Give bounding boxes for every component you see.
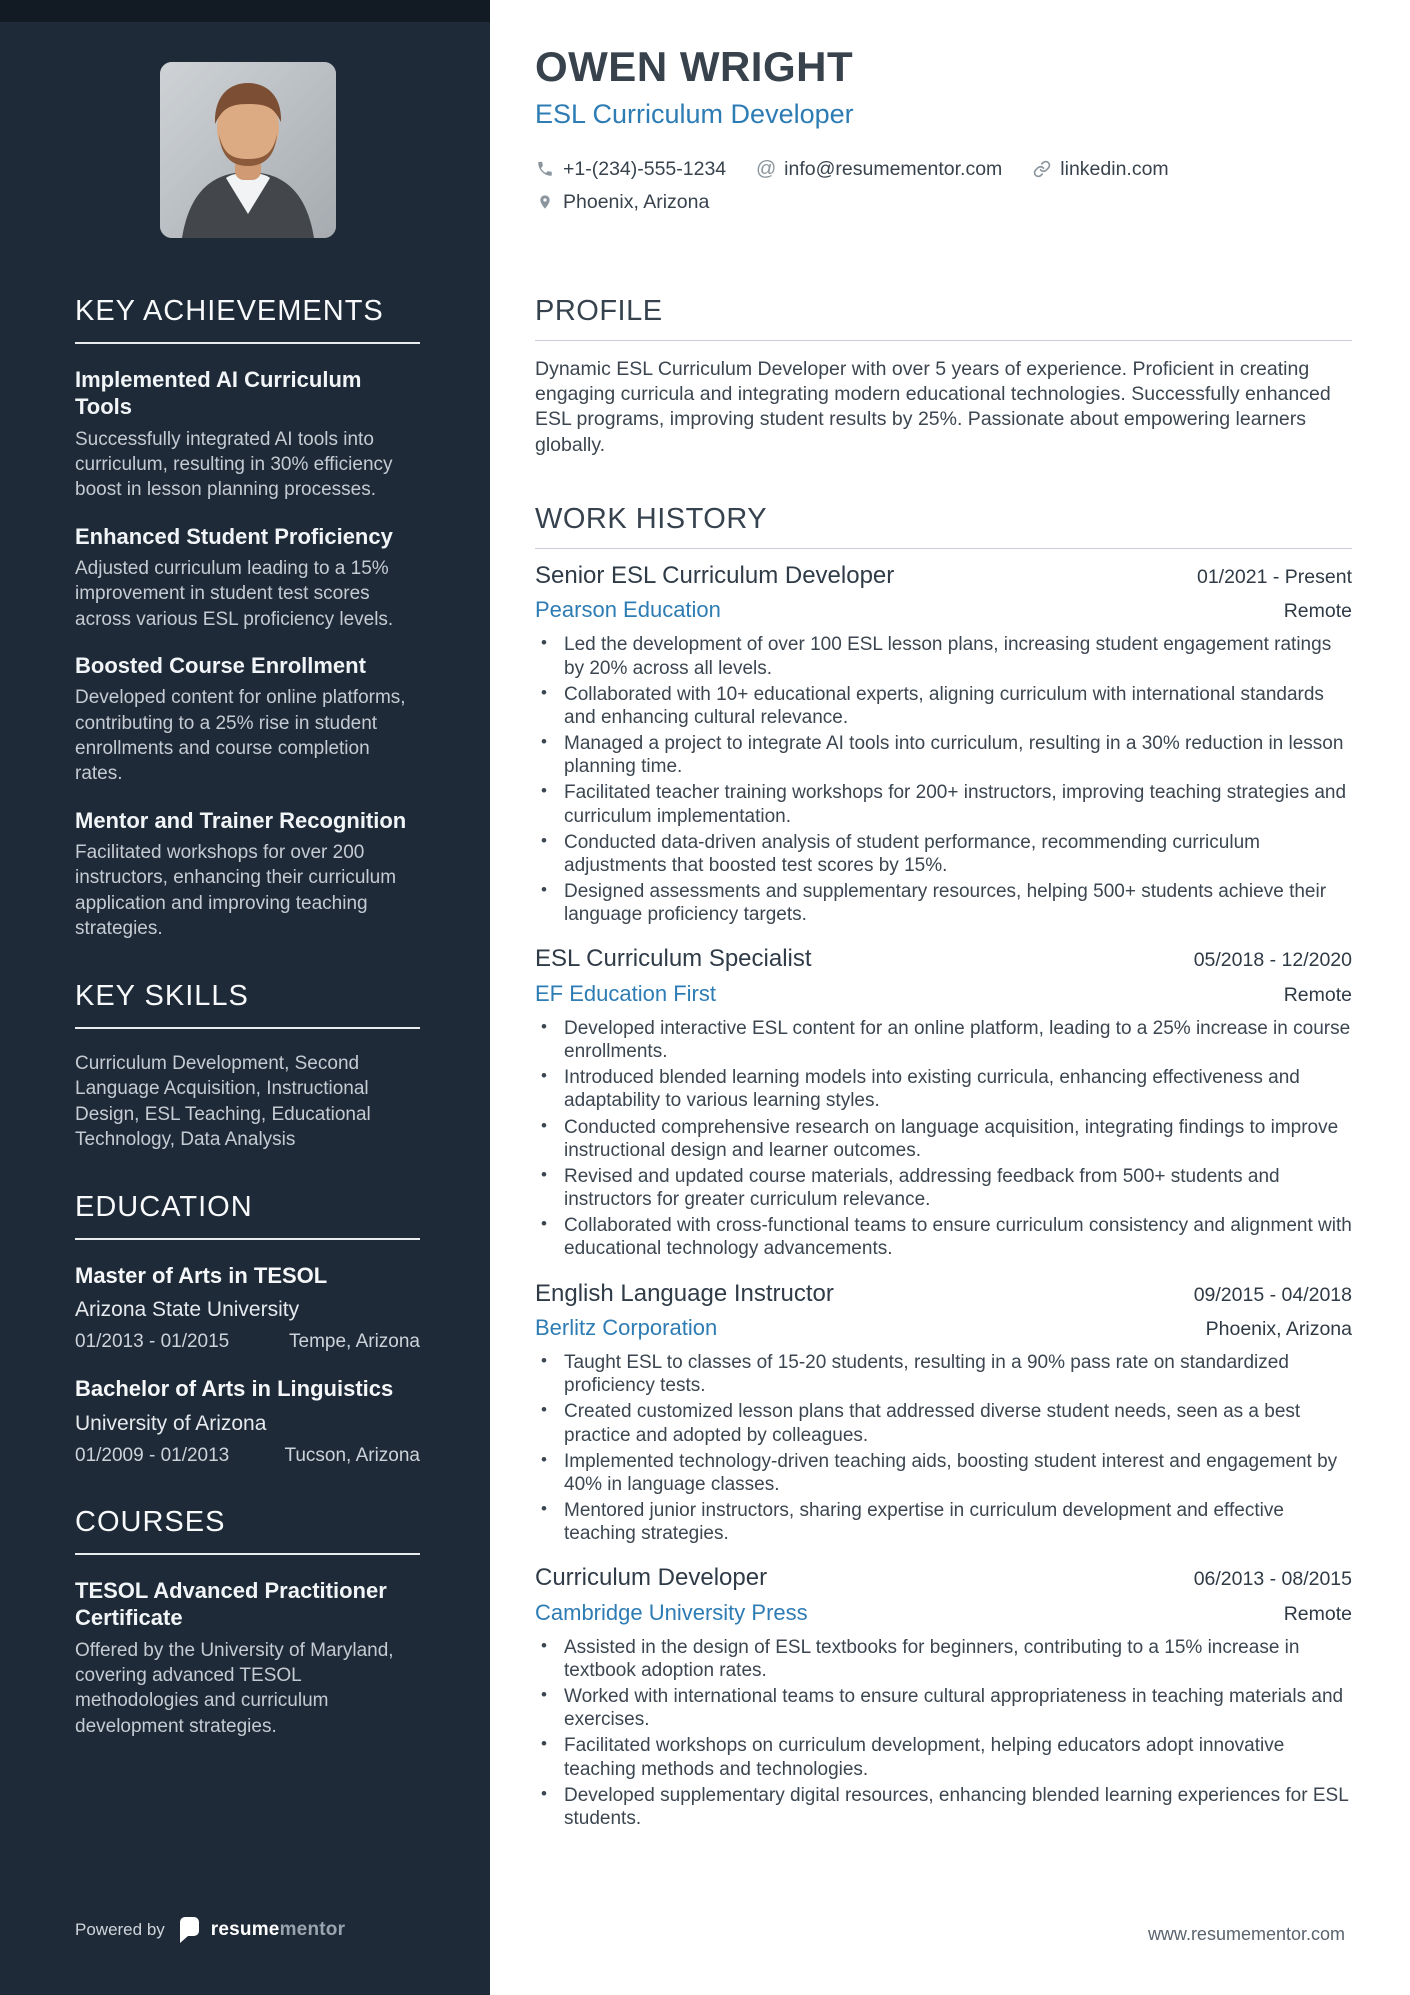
section-divider bbox=[75, 1553, 420, 1555]
section-divider bbox=[535, 548, 1352, 549]
job-title: English Language Instructor bbox=[535, 1279, 834, 1307]
degree-dates: 01/2013 - 01/2015 bbox=[75, 1331, 230, 1353]
sidebar-section-key-achievements bbox=[75, 296, 420, 941]
section-divider bbox=[75, 1238, 420, 1240]
profile-title: PROFILE bbox=[535, 294, 663, 327]
degree-item bbox=[75, 1375, 420, 1467]
job-bullet: • Assisted in the design of ESL textbooks for beginners, contributing to a 15% increase in textbook adoption rates. bbox=[535, 1636, 1352, 1682]
powered-by-label: Powered by bbox=[75, 1920, 165, 1939]
linkedin-url[interactable]: linkedin.com bbox=[1060, 157, 1169, 180]
degree-location: Tempe, Arizona bbox=[289, 1331, 420, 1353]
company-name: Cambridge University Press bbox=[535, 1599, 808, 1625]
key-achievements-title: KEY ACHIEVEMENTS bbox=[75, 295, 384, 327]
top-strip bbox=[0, 0, 490, 22]
contact-row bbox=[535, 191, 1352, 214]
location-contact bbox=[535, 191, 709, 214]
achievement-text: Facilitated workshops for over 200 instructors, enhancing their curriculum application and improving teaching strategies. bbox=[75, 842, 397, 939]
job-bullet: • Managed a project to integrate AI tools into curriculum, resulting in a 30% reduction in lesson planning time. bbox=[535, 732, 1352, 778]
job-bullet: • Designed assessments and supplementary resources, helping 500+ students achieve their language proficiency targets. bbox=[535, 880, 1352, 926]
job-location: Remote bbox=[1283, 983, 1352, 1006]
job-bullet: • Implemented technology-driven teaching aids, boosting student interest and engagement by 40% in language classes. bbox=[535, 1450, 1352, 1496]
brand-wordmark bbox=[211, 1919, 345, 1941]
job-entry bbox=[535, 1565, 1352, 1830]
job-bullet: • Collaborated with cross-functional teams to ensure curriculum consistency and alignment with educational technology advancements. bbox=[535, 1214, 1352, 1260]
resumementor-logo-icon bbox=[177, 1917, 199, 1943]
job-bullet: • Created customized lesson plans that addressed diverse student needs, seen as a best practice and adopted by colleagues. bbox=[535, 1400, 1352, 1446]
course-heading: TESOL Advanced Practitioner Certificate bbox=[75, 1577, 387, 1631]
key-skills-title: KEY SKILLS bbox=[75, 980, 249, 1013]
company-name: Pearson Education bbox=[535, 597, 721, 623]
brand-mentor: mentor bbox=[279, 1919, 346, 1940]
achievement-heading: Enhanced Student Proficiency bbox=[75, 523, 393, 549]
degree-location: Tucson, Arizona bbox=[284, 1444, 420, 1466]
job-bullet: • Taught ESL to classes of 15-20 students, resulting in a 90% pass rate on standardized proficiency tests. bbox=[535, 1351, 1352, 1397]
section-divider bbox=[75, 1027, 420, 1029]
website-url[interactable]: www.resumementor.com bbox=[1147, 1924, 1345, 1944]
education-title: EDUCATION bbox=[75, 1191, 253, 1224]
job-bullet: • Conducted comprehensive research on language acquisition, integrating findings to improve instructional design and learner outcomes. bbox=[535, 1116, 1352, 1162]
job-bullet: • Revised and updated course materials, addressing feedback from 500+ students and instructors for greater curriculum relevance. bbox=[535, 1165, 1352, 1211]
achievement-item bbox=[75, 523, 420, 632]
achievement-text: Developed content for online platforms, contributing to a 25% rise in student enrollments and course completion rates. bbox=[75, 687, 406, 785]
location-text: Phoenix, Arizona bbox=[563, 190, 710, 213]
job-bullet: • Developed supplementary digital resources, enhancing blended learning experiences for ESL students. bbox=[535, 1784, 1352, 1830]
phone-icon bbox=[535, 160, 555, 178]
candidate-job-title: ESL Curriculum Developer bbox=[535, 99, 854, 130]
phone-contact bbox=[535, 158, 726, 181]
link-icon bbox=[1032, 160, 1052, 178]
job-dates: 09/2015 - 04/2018 bbox=[1193, 1283, 1352, 1306]
profile-photo bbox=[160, 62, 336, 238]
achievement-item bbox=[75, 366, 420, 503]
job-bullets bbox=[535, 633, 1352, 926]
phone-number: +1-(234)-555-1234 bbox=[563, 157, 727, 180]
job-bullet: • Worked with international teams to ensure cultural appropriateness in teaching materials and exercises. bbox=[535, 1685, 1352, 1731]
degree-dates: 01/2009 - 01/2013 bbox=[75, 1444, 230, 1466]
job-entry bbox=[535, 563, 1352, 926]
pin-icon bbox=[535, 193, 555, 211]
course-text: Offered by the University of Maryland, covering advanced TESOL methodologies and curriculum development strategies. bbox=[75, 1639, 394, 1737]
job-title: ESL Curriculum Specialist bbox=[535, 945, 812, 973]
work-history-section bbox=[535, 504, 1352, 1830]
job-location: Phoenix, Arizona bbox=[1205, 1317, 1352, 1340]
brand-resume: resume bbox=[210, 1919, 280, 1940]
sidebar-section-courses bbox=[75, 1507, 420, 1739]
achievement-heading: Mentor and Trainer Recognition bbox=[75, 807, 407, 833]
email-contact[interactable] bbox=[756, 158, 1002, 181]
degree-name: Bachelor of Arts in Linguistics bbox=[75, 1376, 394, 1402]
job-dates: 06/2013 - 08/2015 bbox=[1193, 1568, 1352, 1591]
profile-text: Dynamic ESL Curriculum Developer with over 5 years of experience. Proficient in creating engaging curricula and integrating modern educational technologies. Successfully enhanced ESL programs, improving student results by 25%. Passionate about empowering learners globally. bbox=[535, 357, 1331, 456]
school-name: University of Arizona bbox=[75, 1411, 267, 1435]
job-bullet: • Facilitated workshops on curriculum development, helping educators adopt innovative teaching methods and technologies. bbox=[535, 1734, 1352, 1780]
sidebar-section-key-skills bbox=[75, 981, 420, 1152]
job-entry bbox=[535, 1281, 1352, 1546]
job-dates: 01/2021 - Present bbox=[1196, 566, 1352, 589]
sidebar bbox=[0, 0, 490, 1995]
achievement-heading: Implemented AI Curriculum Tools bbox=[75, 366, 362, 420]
job-location: Remote bbox=[1283, 1602, 1352, 1625]
company-name: Berlitz Corporation bbox=[535, 1314, 718, 1340]
sidebar-section-education bbox=[75, 1192, 420, 1467]
job-location: Remote bbox=[1283, 600, 1352, 623]
skills-list: Curriculum Development, Second Language Acquisition, Instructional Design, ESL Teaching, Educational Technology, Data Analysis bbox=[75, 1053, 371, 1150]
degree-item bbox=[75, 1262, 420, 1354]
contact-row bbox=[535, 158, 1352, 181]
linkedin-contact[interactable] bbox=[1032, 158, 1168, 181]
job-entry bbox=[535, 946, 1352, 1260]
job-bullets bbox=[535, 1351, 1352, 1545]
job-dates: 05/2018 - 12/2020 bbox=[1193, 949, 1352, 972]
job-title: Curriculum Developer bbox=[535, 1564, 768, 1592]
degree-name: Master of Arts in TESOL bbox=[75, 1262, 328, 1288]
job-bullet: • Collaborated with 10+ educational experts, aligning curriculum with international standards and enhancing cultural relevance. bbox=[535, 683, 1352, 729]
candidate-name: OWEN WRIGHT bbox=[535, 43, 854, 90]
job-bullet: • Mentored junior instructors, sharing expertise in curriculum development and effective teaching strategies. bbox=[535, 1499, 1352, 1545]
job-bullets bbox=[535, 1017, 1352, 1261]
resume-header bbox=[535, 44, 1352, 214]
achievement-text: Adjusted curriculum leading to a 15% improvement in student test scores across various ESL proficiency levels. bbox=[75, 558, 394, 630]
job-bullet: • Led the development of over 100 ESL lesson plans, increasing student engagement ratings by 20% across all levels. bbox=[535, 633, 1352, 679]
courses-title: COURSES bbox=[75, 1505, 226, 1538]
job-bullet: • Facilitated teacher training workshops for 200+ instructors, improving teaching strategies and curriculum implementation. bbox=[535, 781, 1352, 827]
section-divider bbox=[75, 342, 420, 344]
job-bullet: • Introduced blended learning models into existing curricula, enhancing effectiveness and adaptability to various learning styles. bbox=[535, 1066, 1352, 1112]
main-column bbox=[490, 0, 1410, 1995]
achievement-heading: Boosted Course Enrollment bbox=[75, 652, 366, 678]
powered-by-footer bbox=[75, 1917, 345, 1943]
portrait-illustration bbox=[160, 62, 336, 238]
job-bullet: • Developed interactive ESL content for an online platform, leading to a 25% increase in course enrollments. bbox=[535, 1017, 1352, 1063]
achievement-item bbox=[75, 807, 420, 942]
section-divider bbox=[535, 340, 1352, 341]
at-icon: @ bbox=[756, 157, 777, 180]
job-bullets bbox=[535, 1636, 1352, 1830]
course-item bbox=[75, 1577, 420, 1739]
achievement-text: Successfully integrated AI tools into curriculum, resulting in 30% efficiency boost in lesson planning processes. bbox=[75, 428, 393, 501]
work-history-title: WORK HISTORY bbox=[535, 503, 768, 536]
company-name: EF Education First bbox=[535, 980, 716, 1006]
email-address[interactable]: info@resumementor.com bbox=[784, 157, 1003, 180]
job-title: Senior ESL Curriculum Developer bbox=[535, 562, 895, 590]
job-bullet: • Conducted data-driven analysis of student performance, recommending curriculum adjustments that boosted test scores by 15%. bbox=[535, 831, 1352, 877]
school-name: Arizona State University bbox=[75, 1298, 300, 1322]
achievement-item bbox=[75, 652, 420, 787]
profile-section bbox=[535, 296, 1352, 458]
